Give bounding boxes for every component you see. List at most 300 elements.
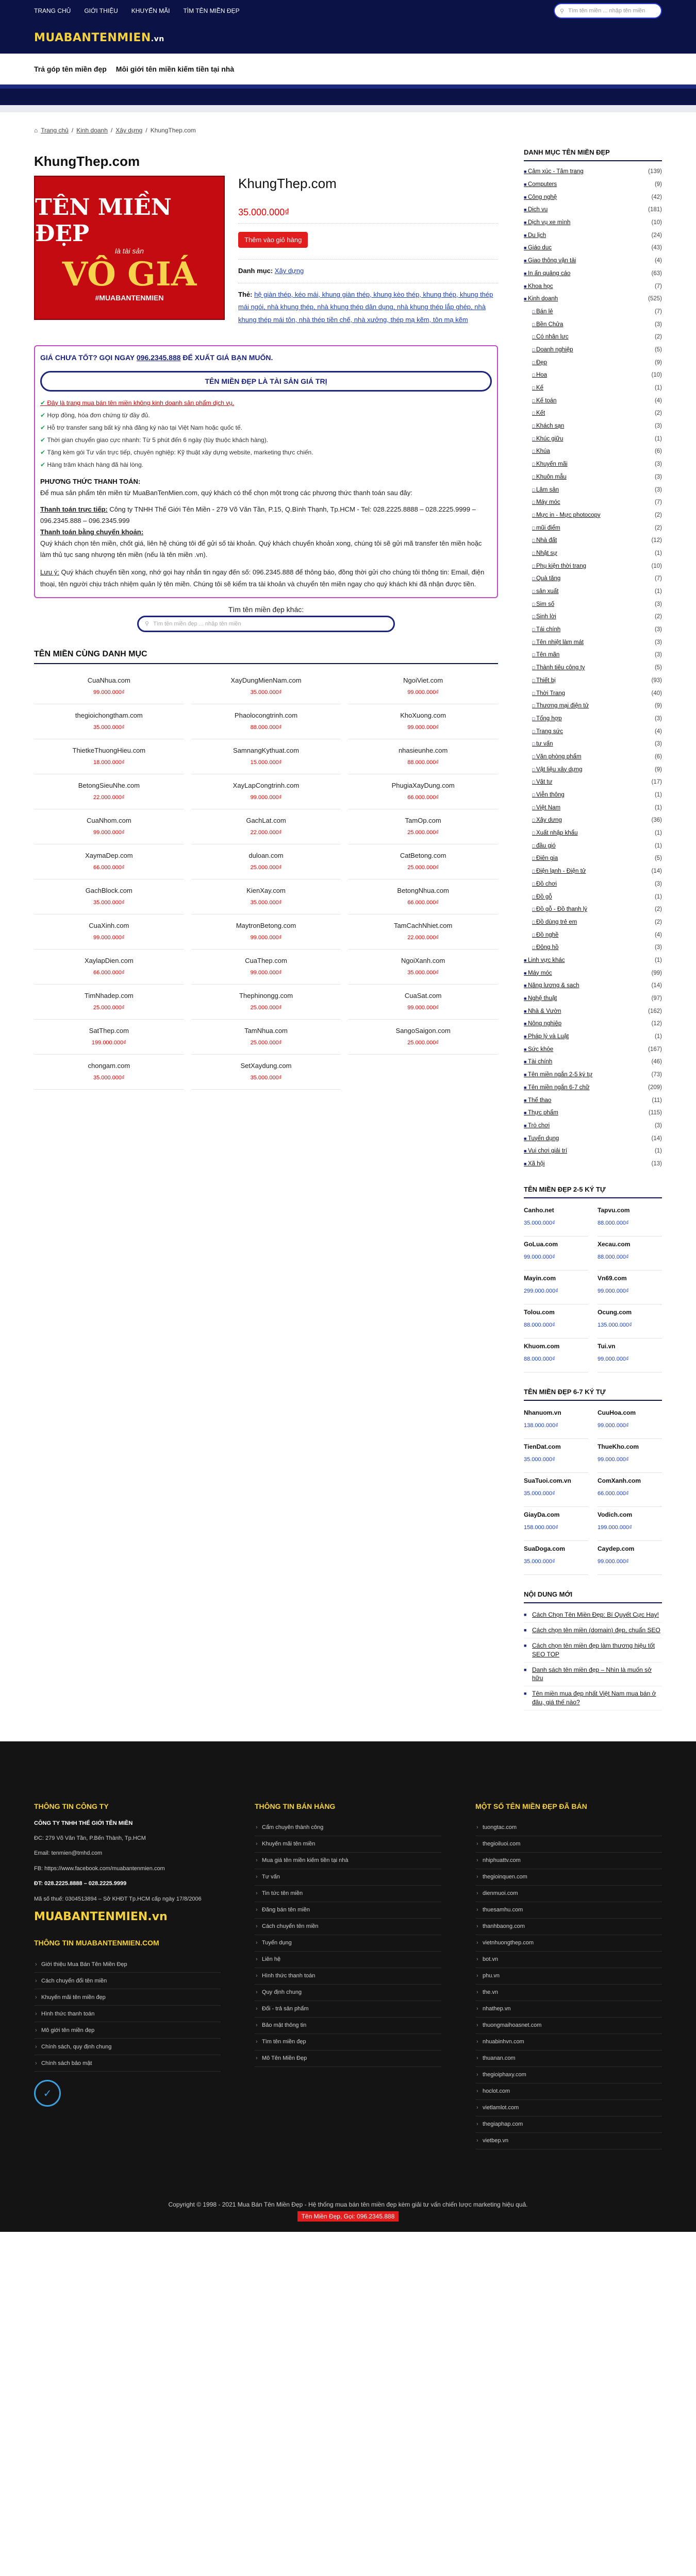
- domain-card[interactable]: [524, 1304, 588, 1338]
- footer-link[interactable]: › nhuabinhvn.com: [475, 2034, 662, 2050]
- footer-link[interactable]: › Tư vấn: [255, 1869, 441, 1886]
- category-link[interactable]: Xây dựng: [274, 267, 304, 275]
- domain-name[interactable]: Tui.vn: [598, 1343, 616, 1350]
- subhead-installment[interactable]: Trả góp tên miền đẹp: [34, 65, 107, 73]
- category-item[interactable]: [524, 1081, 662, 1094]
- domain-name[interactable]: BetongSieuNhe.com: [78, 781, 140, 789]
- domain-name[interactable]: SuaDoga.com: [524, 1545, 566, 1553]
- category-name[interactable]: □ Có nhân lực: [524, 334, 569, 340]
- domain-card[interactable]: [34, 739, 184, 774]
- category-name[interactable]: ■ Vui chơi giải trí: [524, 1148, 567, 1154]
- domain-card[interactable]: [34, 914, 184, 950]
- domain-card[interactable]: [348, 879, 498, 914]
- domain-card[interactable]: [191, 985, 341, 1020]
- domain-name[interactable]: SetXaydung.com: [240, 1061, 292, 1070]
- category-name[interactable]: □ Thời Trang: [524, 690, 565, 697]
- domain-card[interactable]: [191, 844, 341, 879]
- domain-card[interactable]: [191, 669, 341, 704]
- category-item[interactable]: [524, 445, 662, 458]
- news-item[interactable]: ■ Cách chọn tên miền đẹp làm thương hiệu tốt SEO TOP: [524, 1638, 662, 1663]
- domain-card[interactable]: [34, 809, 184, 844]
- footer-link[interactable]: › Tuyển dụng: [255, 1935, 441, 1952]
- category-name[interactable]: ■ Tên miền ngắn 6-7 chữ: [524, 1084, 590, 1091]
- footer-link[interactable]: › Mua giá tên miền kiếm tiền tại nhà: [255, 1853, 441, 1869]
- category-name[interactable]: □ Đẹp: [524, 360, 547, 366]
- category-item[interactable]: [524, 306, 662, 318]
- domain-card[interactable]: [524, 1338, 588, 1372]
- footer-link[interactable]: › Hình thức thanh toán: [34, 2006, 221, 2022]
- footer-link[interactable]: › Bảo mật thông tin: [255, 2018, 441, 2034]
- category-name[interactable]: ■ Tên miền ngắn 2-5 ký tự: [524, 1072, 592, 1078]
- category-name[interactable]: ■ Trò chơi: [524, 1123, 550, 1129]
- domain-name[interactable]: CuaSat.com: [404, 991, 442, 999]
- category-item[interactable]: [524, 700, 662, 713]
- breadcrumb-construction[interactable]: Xây dựng: [115, 127, 143, 134]
- category-item[interactable]: [524, 1018, 662, 1030]
- footer-link[interactable]: › phu.vn: [475, 1968, 662, 1985]
- product-tags[interactable]: hệ giàn thép, kéo mái, khung giàn thép, khung kèo thép, khung thép, khung thép mái ngói, nhà khung thép, nhà khung thép dân dụng, nhà khung thép lắp ghép, nhà khung thép mái tôn, nhà thép tiền chế, nhà xưởng, thép mạ kẽm, tôn mạ kẽm: [238, 290, 493, 324]
- domain-card[interactable]: [598, 1507, 662, 1541]
- category-item[interactable]: [524, 801, 662, 814]
- domain-card[interactable]: [34, 950, 184, 985]
- domain-card[interactable]: [34, 844, 184, 879]
- hotline-badge[interactable]: Tên Miền Đẹp, Gọi: 096.2345.888: [297, 2211, 399, 2222]
- domain-name[interactable]: Ocung.com: [598, 1309, 632, 1316]
- domain-name[interactable]: GiayDa.com: [524, 1511, 560, 1519]
- category-name[interactable]: □ Nhật sự: [524, 550, 557, 556]
- category-item[interactable]: [524, 356, 662, 369]
- domain-card[interactable]: [191, 879, 341, 914]
- domain-card[interactable]: [524, 1473, 588, 1507]
- domain-name[interactable]: TienDat.com: [524, 1443, 561, 1451]
- category-name[interactable]: □ Sim số: [524, 601, 554, 607]
- category-item[interactable]: [524, 623, 662, 636]
- category-name[interactable]: □ Tên nhiệt làm mát: [524, 639, 584, 646]
- domain-name[interactable]: KienXay.com: [246, 886, 286, 894]
- domain-name[interactable]: Tolou.com: [524, 1309, 555, 1316]
- category-name[interactable]: □ Động hồ: [524, 944, 558, 951]
- category-item[interactable]: [524, 903, 662, 916]
- domain-card[interactable]: [524, 1507, 588, 1541]
- domain-card[interactable]: [348, 704, 498, 739]
- category-item[interactable]: [524, 751, 662, 764]
- category-item[interactable]: [524, 165, 662, 178]
- domain-card[interactable]: [524, 1270, 588, 1304]
- footer-link[interactable]: › thuanan.com: [475, 2050, 662, 2067]
- domain-card[interactable]: [598, 1473, 662, 1507]
- category-item[interactable]: [524, 293, 662, 306]
- news-item[interactable]: ■ Cách Chọn Tên Miền Đẹp: Bí Quyết Cực Hay!: [524, 1607, 662, 1623]
- domain-card[interactable]: [598, 1236, 662, 1270]
- breadcrumb-business[interactable]: Kinh doanh: [76, 127, 108, 134]
- domain-name[interactable]: nhasieunhe.com: [398, 746, 448, 754]
- category-name[interactable]: ■ Computers: [524, 181, 557, 188]
- domain-name[interactable]: ComXanh.com: [598, 1477, 641, 1485]
- domain-name[interactable]: Nhanuom.vn: [524, 1409, 561, 1417]
- domain-card[interactable]: [348, 809, 498, 844]
- domain-name[interactable]: Phaolocongtrinh.com: [234, 711, 298, 719]
- footer-link[interactable]: › vietlamlot.com: [475, 2100, 662, 2116]
- domain-card[interactable]: [34, 669, 184, 704]
- footer-link[interactable]: › Mô giới tên miền đẹp: [34, 2022, 221, 2039]
- category-item[interactable]: [524, 1158, 662, 1171]
- category-item[interactable]: [524, 1145, 662, 1158]
- category-name[interactable]: □ Viễn thông: [524, 792, 565, 798]
- category-name[interactable]: □ Đồ gỗ - Đồ thanh lý: [524, 906, 587, 912]
- breadcrumb-home[interactable]: Trang chủ: [41, 127, 69, 134]
- category-item[interactable]: [524, 662, 662, 674]
- domain-name[interactable]: KhoXuong.com: [400, 711, 446, 719]
- category-name[interactable]: □ Sinh lời: [524, 614, 556, 620]
- domain-name[interactable]: GoLua.com: [524, 1241, 558, 1248]
- domain-name[interactable]: TamNhua.com: [244, 1026, 288, 1035]
- category-item[interactable]: [524, 585, 662, 598]
- category-name[interactable]: □ mũi điểm: [524, 525, 560, 531]
- category-item[interactable]: [524, 432, 662, 445]
- category-name[interactable]: ■ Pháp lý và Luật: [524, 1033, 569, 1040]
- category-name[interactable]: ■ Nông nghiệp: [524, 1021, 561, 1027]
- category-name[interactable]: ■ Xã hội: [524, 1161, 545, 1167]
- category-name[interactable]: ■ Du lịch: [524, 232, 546, 239]
- category-name[interactable]: □ Thành tiêu công ty: [524, 665, 585, 671]
- domain-name[interactable]: Vodich.com: [598, 1511, 633, 1519]
- category-item[interactable]: [524, 394, 662, 407]
- category-item[interactable]: [524, 1069, 662, 1081]
- domain-name[interactable]: TamOp.com: [405, 816, 441, 824]
- news-item[interactable]: ■ Cách chọn tên miền (domain) đẹp, chuẩn SEO: [524, 1623, 662, 1638]
- domain-card[interactable]: [348, 914, 498, 950]
- domain-card[interactable]: [34, 879, 184, 914]
- domain-name[interactable]: Caydep.com: [598, 1545, 635, 1553]
- category-name[interactable]: □ tư vấn: [524, 741, 553, 747]
- category-item[interactable]: [524, 941, 662, 954]
- category-name[interactable]: □ Mực in - Mực photocopy: [524, 512, 601, 518]
- category-item[interactable]: [524, 178, 662, 191]
- category-name[interactable]: ■ Khoa học: [524, 283, 553, 290]
- category-item[interactable]: [524, 916, 662, 929]
- category-item[interactable]: [524, 318, 662, 331]
- domain-card[interactable]: [191, 774, 341, 809]
- domain-name[interactable]: SangoSaigon.com: [395, 1026, 451, 1035]
- category-name[interactable]: □ Văn phòng phẩm: [524, 754, 582, 760]
- domain-card[interactable]: [191, 809, 341, 844]
- category-item[interactable]: [524, 369, 662, 382]
- domain-name[interactable]: MaytronBetong.com: [236, 921, 296, 929]
- category-item[interactable]: [524, 954, 662, 967]
- domain-card[interactable]: [348, 669, 498, 704]
- category-item[interactable]: [524, 458, 662, 471]
- domain-card[interactable]: [348, 950, 498, 985]
- domain-name[interactable]: CuaNhua.com: [87, 676, 130, 684]
- category-item[interactable]: [524, 1120, 662, 1132]
- category-item[interactable]: [524, 572, 662, 585]
- category-item[interactable]: [524, 191, 662, 204]
- domain-card[interactable]: [348, 844, 498, 879]
- footer-link[interactable]: › Liên hệ: [255, 1952, 441, 1968]
- category-item[interactable]: [524, 216, 662, 229]
- domain-name[interactable]: TamCachNhiet.com: [393, 921, 453, 929]
- footer-link[interactable]: › Đăng bán tên miền: [255, 1902, 441, 1919]
- domain-card[interactable]: [348, 774, 498, 809]
- category-item[interactable]: [524, 967, 662, 979]
- domain-name[interactable]: CuaThep.com: [245, 956, 287, 964]
- category-item[interactable]: [524, 839, 662, 852]
- category-name[interactable]: □ Vật tư: [524, 779, 552, 785]
- category-item[interactable]: [524, 280, 662, 293]
- footer-link[interactable]: › bot.vn: [475, 1952, 662, 1968]
- category-name[interactable]: ■ Thực phẩm: [524, 1110, 558, 1116]
- category-name[interactable]: □ Đồ chơi: [524, 881, 557, 887]
- footer-link[interactable]: › thegioiluoi.com: [475, 1836, 662, 1853]
- footer-link[interactable]: › tuongtac.com: [475, 1820, 662, 1836]
- category-name[interactable]: ■ Giáo dục: [524, 245, 552, 251]
- domain-name[interactable]: CatBetong.com: [400, 851, 446, 859]
- category-name[interactable]: □ Điện lạnh - Điện tử: [524, 868, 586, 874]
- domain-card[interactable]: [191, 704, 341, 739]
- category-item[interactable]: [524, 382, 662, 395]
- category-name[interactable]: ■ Sức khỏe: [524, 1046, 553, 1053]
- footer-link[interactable]: › Khuyến mãi tên miền: [255, 1836, 441, 1853]
- domain-name[interactable]: XaylapDien.com: [85, 956, 134, 964]
- category-name[interactable]: □ sản xuất: [524, 588, 558, 595]
- category-name[interactable]: □ Điện gia: [524, 855, 558, 861]
- domain-card[interactable]: [598, 1439, 662, 1473]
- category-name[interactable]: □ Kết: [524, 410, 545, 416]
- footer-link[interactable]: › Tìm tên miền đẹp: [255, 2034, 441, 2050]
- domain-card[interactable]: [34, 704, 184, 739]
- category-item[interactable]: [524, 814, 662, 827]
- category-item[interactable]: [524, 789, 662, 802]
- category-item[interactable]: [524, 420, 662, 433]
- domain-name[interactable]: CuuHoa.com: [598, 1409, 636, 1417]
- footer-link[interactable]: › thuongmaihoasnet.com: [475, 2018, 662, 2034]
- footer-link[interactable]: › nhathep.vn: [475, 2001, 662, 2018]
- domain-name[interactable]: Vn69.com: [598, 1275, 627, 1282]
- hotline-link[interactable]: 096.2345.888: [136, 353, 181, 362]
- footer-link[interactable]: › the.vn: [475, 1985, 662, 2001]
- domain-name[interactable]: ThueKho.com: [598, 1443, 639, 1451]
- domain-name[interactable]: NgoiXanh.com: [401, 956, 445, 964]
- domain-name[interactable]: duloan.com: [248, 851, 284, 859]
- category-item[interactable]: [524, 242, 662, 255]
- category-item[interactable]: [524, 255, 662, 267]
- footer-link[interactable]: › Tin tức tên miền: [255, 1886, 441, 1902]
- category-name[interactable]: □ Quà tặng: [524, 575, 560, 582]
- footer-link[interactable]: › vietbep.vn: [475, 2133, 662, 2149]
- domain-name[interactable]: Thephinongg.com: [239, 991, 293, 999]
- category-item[interactable]: [524, 1132, 662, 1145]
- category-name[interactable]: ■ In ấn quảng cáo: [524, 270, 570, 277]
- footer-link[interactable]: › hoclot.com: [475, 2083, 662, 2100]
- nav-promo[interactable]: KHUYẾN MÃI: [131, 7, 170, 14]
- category-name[interactable]: □ Khách sạn: [524, 423, 564, 429]
- category-item[interactable]: [524, 204, 662, 216]
- category-item[interactable]: [524, 229, 662, 242]
- domain-card[interactable]: [524, 1541, 588, 1575]
- category-name[interactable]: □ Phụ kiện thời trang: [524, 563, 586, 569]
- category-item[interactable]: [524, 687, 662, 700]
- category-item[interactable]: [524, 725, 662, 738]
- category-item[interactable]: [524, 1107, 662, 1120]
- domain-search-input[interactable]: ⚲ Tìm tên miền đẹp ... nhập tên miền: [137, 616, 395, 632]
- domain-name[interactable]: XaymaDep.com: [85, 851, 133, 859]
- domain-name[interactable]: PhugiaXayDung.com: [391, 781, 455, 789]
- product-image[interactable]: TÊN MIỀN ĐẸP là tài sản VÔ GIÁ #MUABANTENMIEN: [34, 176, 225, 320]
- domain-card[interactable]: [598, 1304, 662, 1338]
- footer-link[interactable]: › thegioinquen.com: [475, 1869, 662, 1886]
- category-name[interactable]: □ Lâm sản: [524, 487, 559, 493]
- category-item[interactable]: [524, 534, 662, 547]
- search-input[interactable]: [554, 3, 662, 19]
- domain-name[interactable]: SamnangKythuat.com: [233, 746, 299, 754]
- category-name[interactable]: ■ Cảm xúc - Tâm trạng: [524, 168, 584, 175]
- category-item[interactable]: [524, 598, 662, 611]
- domain-card[interactable]: [191, 914, 341, 950]
- category-item[interactable]: [524, 979, 662, 992]
- category-item[interactable]: [524, 852, 662, 865]
- domain-card[interactable]: [191, 950, 341, 985]
- category-name[interactable]: □ Bền Chửa: [524, 321, 563, 328]
- footer-link[interactable]: › dienmuoi.com: [475, 1886, 662, 1902]
- category-name[interactable]: □ Khuyến mãi: [524, 461, 568, 467]
- category-item[interactable]: [524, 331, 662, 344]
- category-item[interactable]: [524, 992, 662, 1005]
- domain-name[interactable]: Tapvu.com: [598, 1207, 630, 1214]
- category-item[interactable]: [524, 267, 662, 280]
- verified-badge-icon[interactable]: ✓: [34, 2080, 61, 2107]
- domain-name[interactable]: ThietkeThuongHieu.com: [72, 746, 146, 754]
- domain-card[interactable]: [348, 739, 498, 774]
- domain-card[interactable]: [34, 774, 184, 809]
- domain-name[interactable]: GachBlock.com: [85, 886, 132, 894]
- nav-home[interactable]: TRANG CHỦ: [34, 7, 71, 14]
- category-item[interactable]: [524, 738, 662, 751]
- category-name[interactable]: ■ Kinh doanh: [524, 296, 558, 302]
- footer-link[interactable]: › Cách chuyển tên miền: [255, 1919, 441, 1935]
- category-name[interactable]: ■ Công nghệ: [524, 194, 557, 200]
- category-name[interactable]: ■ Nghệ thuật: [524, 995, 557, 1002]
- subhead-broker[interactable]: Môi giới tên miền kiếm tiền tại nhà: [115, 65, 235, 73]
- category-name[interactable]: □ Tên mãn: [524, 652, 559, 658]
- category-name[interactable]: ■ Nặng lượng & sạch: [524, 982, 579, 989]
- domain-name[interactable]: XayDungMienNam.com: [230, 676, 302, 684]
- domain-card[interactable]: [598, 1338, 662, 1372]
- category-item[interactable]: [524, 611, 662, 623]
- category-item[interactable]: [524, 878, 662, 891]
- domain-name[interactable]: Mayin.com: [524, 1275, 556, 1282]
- footer-link[interactable]: › Cách chuyển đổi tên miền: [34, 1973, 221, 1989]
- category-name[interactable]: □ Tái chính: [524, 626, 560, 633]
- category-name[interactable]: □ Thiết bị: [524, 677, 556, 684]
- category-name[interactable]: □ Khúc giữu: [524, 436, 563, 442]
- category-name[interactable]: □ Xây dựng: [524, 817, 562, 823]
- category-item[interactable]: [524, 636, 662, 649]
- domain-card[interactable]: [524, 1236, 588, 1270]
- domain-card[interactable]: [524, 1405, 588, 1439]
- category-item[interactable]: [524, 344, 662, 357]
- footer-link[interactable]: › Cẩm chuyên thành công: [255, 1820, 441, 1836]
- domain-name[interactable]: CuaXinh.com: [89, 921, 129, 929]
- news-item[interactable]: ■ Tên miền mua đẹp nhất Việt Nam mua bán ở đâu, giá thế nào?: [524, 1686, 662, 1710]
- domain-name[interactable]: SuaTuoi.com.vn: [524, 1477, 571, 1485]
- category-name[interactable]: □ Kế: [524, 385, 543, 391]
- footer-link[interactable]: › Mô Tên Miền Đẹp: [255, 2050, 441, 2067]
- category-name[interactable]: □ Vật liệu xây dựng: [524, 767, 582, 773]
- category-item[interactable]: [524, 471, 662, 484]
- category-item[interactable]: [524, 1043, 662, 1056]
- footer-link[interactable]: › Đổi - trả sản phẩm: [255, 2001, 441, 2018]
- category-item[interactable]: [524, 674, 662, 687]
- category-item[interactable]: [524, 865, 662, 878]
- category-name[interactable]: ■ Thể thao: [524, 1097, 551, 1104]
- category-name[interactable]: ■ Máy móc: [524, 970, 552, 976]
- category-item[interactable]: [524, 483, 662, 496]
- domain-name[interactable]: SatThep.com: [89, 1026, 129, 1035]
- news-item[interactable]: ■ Danh sách tên miền đẹp – Nhìn là muốn sở hữu: [524, 1663, 662, 1687]
- domain-name[interactable]: CuaNhom.com: [86, 816, 131, 824]
- add-to-cart-button[interactable]: Thêm vào giỏ hàng: [238, 232, 308, 248]
- category-name[interactable]: □ Hoa: [524, 372, 547, 378]
- category-name[interactable]: □ Trang sức: [524, 728, 563, 735]
- domain-card[interactable]: [524, 1439, 588, 1473]
- footer-link[interactable]: › Chính sách, quy định chung: [34, 2039, 221, 2055]
- domain-name[interactable]: BetongNhua.com: [397, 886, 449, 894]
- footer-link[interactable]: › thuesamhu.com: [475, 1902, 662, 1919]
- domain-card[interactable]: [598, 1541, 662, 1575]
- category-name[interactable]: □ Đồ dùng trẻ em: [524, 919, 577, 925]
- category-item[interactable]: [524, 1030, 662, 1043]
- category-item[interactable]: [524, 1094, 662, 1107]
- footer-link[interactable]: › vietnhuongthep.com: [475, 1935, 662, 1952]
- domain-name[interactable]: chongam.com: [88, 1061, 130, 1070]
- category-name[interactable]: ■ Giao thông vận tải: [524, 258, 576, 264]
- category-name[interactable]: ■ Dịch vụ xe mình: [524, 219, 570, 226]
- category-item[interactable]: [524, 890, 662, 903]
- category-name[interactable]: ■ Dịch vụ: [524, 207, 548, 213]
- domain-name[interactable]: NgoiViet.com: [403, 676, 443, 684]
- domain-card[interactable]: [598, 1202, 662, 1236]
- category-name[interactable]: □ Việt Nam: [524, 805, 560, 811]
- domain-card[interactable]: [524, 1202, 588, 1236]
- category-item[interactable]: [524, 407, 662, 420]
- category-name[interactable]: □ Đồ nghề: [524, 932, 558, 938]
- domain-card[interactable]: [34, 1020, 184, 1055]
- domain-card[interactable]: [598, 1270, 662, 1304]
- category-item[interactable]: [524, 496, 662, 509]
- category-name[interactable]: □ Thương mại điện tử: [524, 703, 589, 709]
- category-name[interactable]: □ Xuất nhập khẩu: [524, 830, 578, 836]
- domain-card[interactable]: [191, 1020, 341, 1055]
- domain-card[interactable]: [34, 1055, 184, 1090]
- domain-card[interactable]: [191, 739, 341, 774]
- category-name[interactable]: ■ Linh vực khác: [524, 957, 565, 963]
- domain-name[interactable]: Xecau.com: [598, 1241, 631, 1248]
- domain-name[interactable]: thegioichongtham.com: [75, 711, 143, 719]
- footer-link[interactable]: › thanhbaong.com: [475, 1919, 662, 1935]
- category-name[interactable]: □ đầu gió: [524, 843, 556, 849]
- category-name[interactable]: □ Máy móc: [524, 499, 560, 505]
- category-name[interactable]: □ Khúa: [524, 448, 550, 454]
- category-item[interactable]: [524, 763, 662, 776]
- category-item[interactable]: [524, 649, 662, 662]
- domain-name[interactable]: TimNhadep.com: [84, 991, 134, 999]
- domain-name[interactable]: Canho.net: [524, 1207, 554, 1214]
- category-item[interactable]: [524, 827, 662, 840]
- category-item[interactable]: [524, 521, 662, 534]
- category-name[interactable]: ■ Nhà & Vườn: [524, 1008, 561, 1014]
- nav-about[interactable]: GIỚI THIỆU: [84, 7, 118, 14]
- domain-name[interactable]: XayLapCongtrinh.com: [233, 781, 300, 789]
